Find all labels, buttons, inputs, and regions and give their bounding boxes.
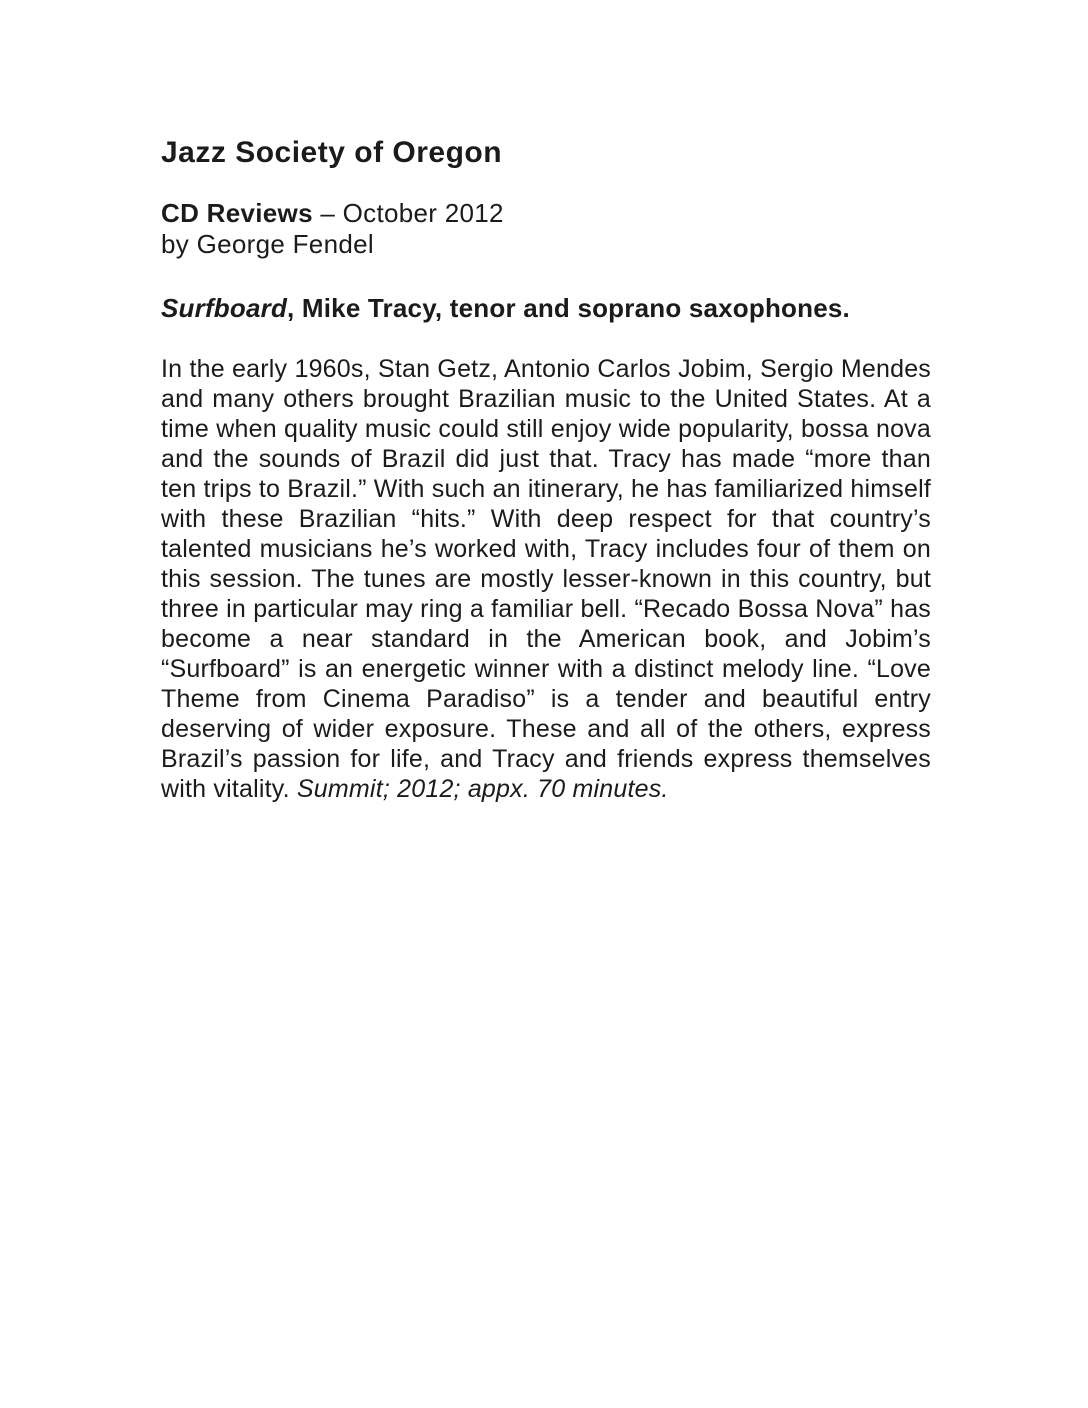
album-title: Surfboard: [161, 293, 288, 323]
page-title: Jazz Society of Oregon: [161, 136, 503, 169]
section-title: CD Reviews: [161, 198, 313, 228]
review-body-paragraph: [161, 354, 931, 804]
review-heading: [161, 293, 931, 324]
author-byline: by George Fendel: [161, 229, 374, 259]
section-date: – October 2012: [312, 198, 504, 228]
section-byline: [161, 198, 931, 260]
review-text: In the early 1960s, Stan Getz, Antonio Carlos Jobim, Sergio Mendes and many others brought Brazilian music to the United States. At a time when quality music could still enjoy wide popularity, bossa nova and the sounds of Brazil did just that. Tracy has made “more than ten trips to Brazil.” With such an itinerary, he has familiarized himself with these Brazilian “hits.” With deep respect for that country’s talented musicians he’s worked with, Tracy includes four of them on this session. The tunes are mostly lesser-known in this country, but three in particular may ring a familiar bell. “Recado Bossa Nova” has become a near standard in the American book, and Jobim’s “Surfboard” is an energetic winner with a distinct melody line. “Love Theme from Cinema Paradiso” is a tender and beautiful entry deserving of wider exposure. These and all of the others, express Brazil’s passion for life, and Tracy and friends express themselves with vitality.: [161, 355, 931, 803]
album-credits: , Mike Tracy, tenor and soprano saxophones.: [287, 293, 850, 323]
document-content: [161, 136, 931, 804]
review-citation: Summit; 2012; appx. 70 minutes.: [296, 775, 669, 803]
